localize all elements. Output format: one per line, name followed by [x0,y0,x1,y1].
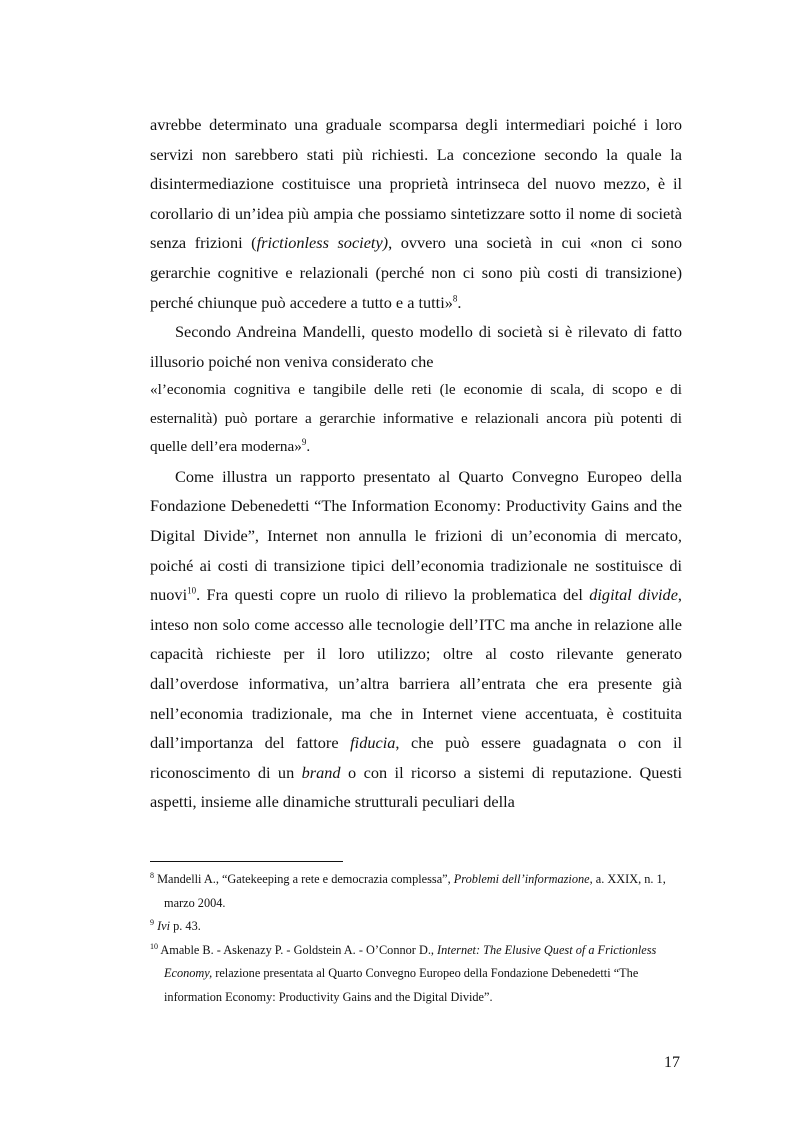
paragraph-3-text-5: o con il ricorso a sistemi di reputazione. Questi aspetti, insieme alle dinamiche strutturali peculiari della [150,762,683,812]
paragraph-3-text-2: . Fra questi copre un ruolo di rilievo la problematica del [196,585,590,605]
footnote-number: 8 [150,870,154,880]
paragraph-3-text: Come illustra un rapporto presentato al Quarto Convegno Europeo della Fondazione Debenedetti “The Information Economy: Productivity Gains and the Digital Divide”, Internet non annulla le frizioni di un’economia di mercato, poiché ai costi di transizione tipici dell’economia tradizionale ne sostituisce di nuovi [150,466,682,605]
footnotes [150,868,682,1009]
paragraph-3-text-4: , che può essere guadagnata o con il riconoscimento di un [150,733,682,782]
footnote-text: Mandelli A., “Gatekeeping a rete e democrazia complessa”, [154,872,454,886]
body-text [150,110,682,817]
paragraph-1 [150,110,682,317]
paragraph-3 [150,462,682,817]
block-quote-end: . [306,438,311,456]
footnote-ref-8[interactable]: 8 [452,293,458,304]
block-quote-text: «l’economia cognitiva e tangibile delle reti (le economie di scala, di scopo e di esternalità) può portare a gerarchie informative e relazionali ancora più potenti di quelle dell’era moderna» [150,381,682,456]
paragraph-1-italic: frictionless society) [256,233,389,253]
paragraph-2-text: Secondo Andreina Mandelli, questo modello di società si è rilevato di fatto illusorio poiché non veniva considerato che [150,322,682,371]
footnote-number: 9 [150,917,154,927]
footnote-text-2: p. 43. [170,919,201,933]
footnote-10 [150,939,682,1010]
footnote-8 [150,868,682,915]
paragraph-3-text-3: , inteso non solo come accesso alle tecnologie dell’ITC ma anche in relazione alle capacità richieste per il loro utilizzo; oltre al costo rilevante generato dall’overdose informativa, un’altra barriera all’entrata che era presente già nell’economia tradizionale, ma che in Internet viene accentuata, è costituita dall’importanza del fattore [150,585,682,753]
footnote-ref-9[interactable]: 9 [301,437,307,448]
paragraph-1-text: avrebbe determinato una graduale scomparsa degli intermediari poiché i loro servizi non sarebbero stati più richiesti. La concezione secondo la quale la disintermediazione costituisce una proprietà intrinseca del nuovo mezzo, è il corollario di un’idea più ampia che possiamo sintetizzare sotto il nome di società senza frizioni ( [150,115,682,253]
block-quote [150,376,682,462]
paragraph-3-italic-fiducia: fiducia [350,733,396,753]
footnote-number: 10 [150,941,158,951]
footnote-text: Amable B. - Askenazy P. - Goldstein A. - O’Connor D., [158,942,438,957]
paragraph-3-italic-brand: brand [301,762,341,782]
footnote-separator [150,861,343,862]
page-number: 17 [664,1054,680,1071]
footnote-9 [150,915,682,939]
paragraph-1-text-2: , ovvero una società in cui «non ci sono gerarchie cognitive e relazionali (perché non ci sono più costi di transizione) perché chiunque può accedere a tutto e a tutti» [150,233,683,312]
paragraph-2 [150,317,682,376]
footnote-ref-10[interactable]: 10 [187,585,197,596]
footnote-text-2: , a. XXIX, n. 1, marzo 2004. [164,872,666,910]
paragraph-1-end: . [457,292,462,312]
footnote-italic: Internet: The Elusive Quest of a Frictionless Economy, [164,942,657,980]
footnote-italic: Ivi [157,919,171,933]
footnote-italic: Problemi dell’informazione [453,872,590,886]
footnote-text-2: relazione presentata al Quarto Convegno Europeo della Fondazione Debenedetti “The information Economy: Productivity Gains and the Digital Divide”. [164,966,639,1004]
paragraph-3-italic-digital-divide: digital divide [589,585,678,605]
